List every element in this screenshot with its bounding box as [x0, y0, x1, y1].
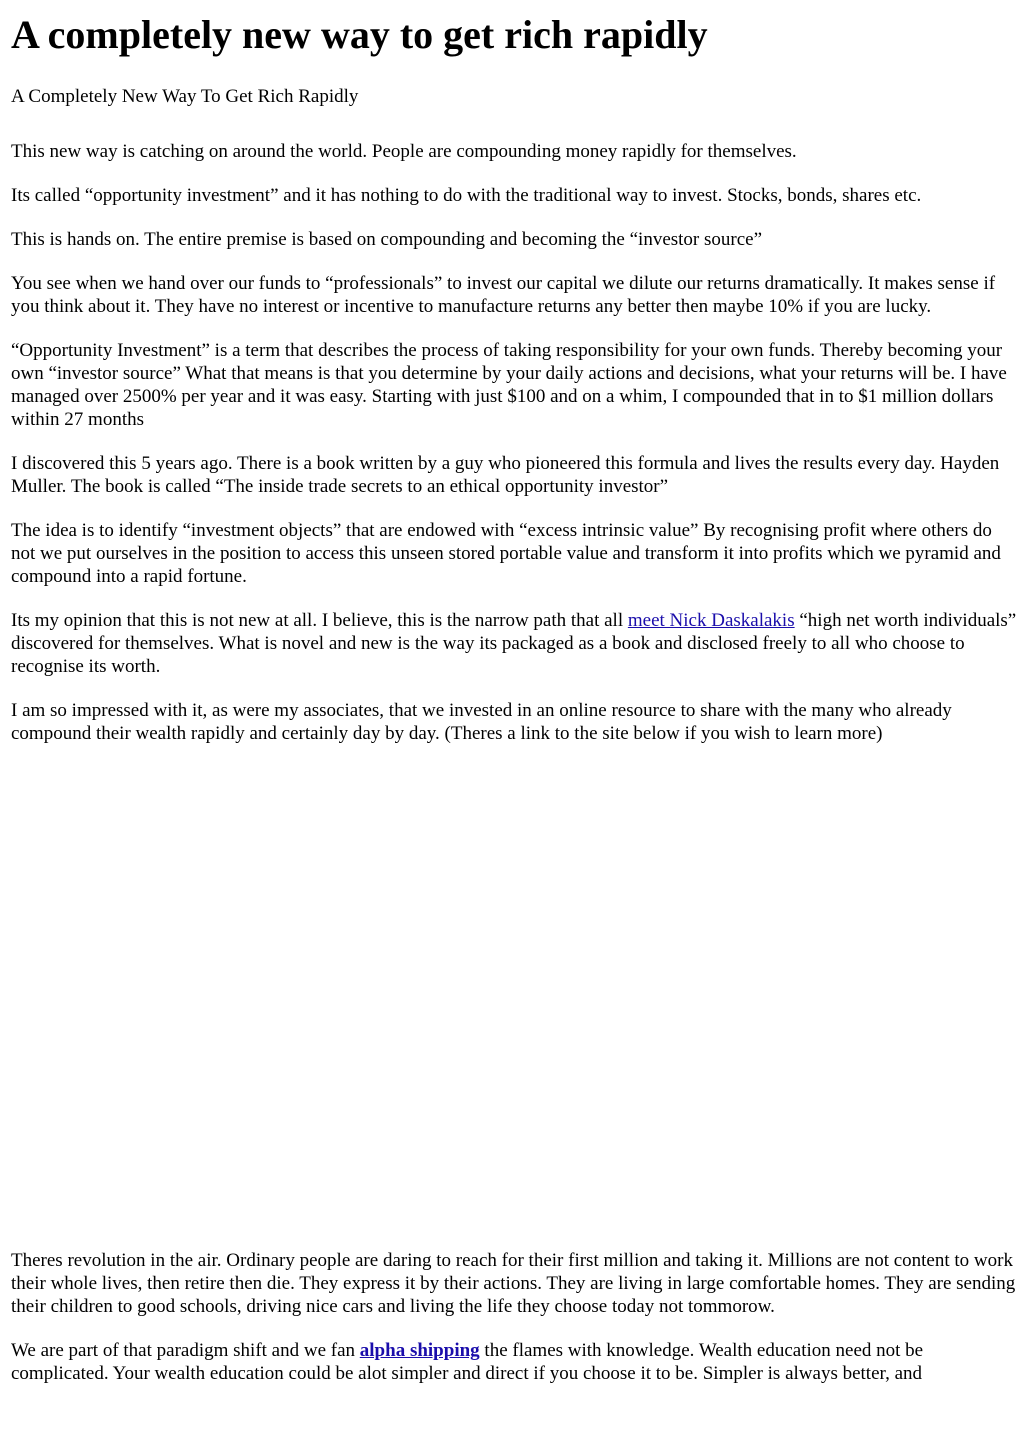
paragraph-11-text-before: We are part of that paradigm shift and we fan [11, 1340, 360, 1361]
page-title: A completely new way to get rich rapidly [11, 12, 708, 57]
paragraph-2: Its called “opportunity investment” and it has nothing to do with the traditional way to invest. Stocks, bonds, shares etc. [11, 185, 922, 206]
paragraph-3: This is hands on. The entire premise is based on compounding and becoming the “investor source” [11, 229, 763, 250]
article-body-continued [11, 1249, 1017, 1406]
paragraph-11 [11, 1339, 1017, 1385]
paragraph-4: You see when we hand over our funds to “professionals” to invest our capital we dilute our returns dramatically. It makes sense if you think about it. They have no interest or incentive to manufacture returns any better then maybe 10% if you are lucky. [11, 273, 996, 317]
paragraph-7: The idea is to identify “investment objects” that are endowed with “excess intrinsic value” By recognising profit where others do not we put ourselves in the position to access this unseen stored portable value and transform it into profits which we pyramid and compound into a rapid fortune. [11, 520, 1001, 587]
paragraph-10: Theres revolution in the air. Ordinary people are daring to reach for their first million and taking it. Millions are not content to work their whole lives, then retire then die. They express it by their actions. They are living in large comfortable homes. They are sending their children to good schools, driving nice cars and living the life they choose today not tommorow. [11, 1250, 1016, 1317]
alpha-shipping-link[interactable]: alpha shipping [359, 1340, 480, 1361]
paragraph-11-text-after: the flames with knowledge. Wealth education need not be complicated. Your wealth education could be alot simpler and direct if you choose it to be. Simpler is always better, and [11, 1340, 924, 1384]
paragraph-8 [11, 609, 1017, 678]
paragraph-1: This new way is catching on around the world. People are compounding money rapidly for themselves. [11, 141, 797, 162]
article [11, 0, 1017, 1384]
paragraph-6: I discovered this 5 years ago. There is a book written by a guy who pioneered this formula and lives the results every day. Hayden Muller. The book is called “The inside trade secrets to an ethical opportunity investor” [11, 453, 1000, 497]
paragraph-8-text-before: Its my opinion that this is not new at all. I believe, this is the narrow path that all [11, 610, 628, 631]
paragraph-9: I am so impressed with it, as were my associates, that we invested in an online resource to share with the many who already compound their wealth rapidly and certainly day by day. (Theres a link to the site below if you wish to learn more) [11, 700, 952, 744]
page-subtitle: A Completely New Way To Get Rich Rapidly [11, 86, 359, 107]
paragraph-5: “Opportunity Investment” is a term that describes the process of taking responsibility for your own funds. Thereby becoming your own “investor source” What that means is that you determine by your daily actions and decisions, what your returns will be. I have managed over 2500% per year and it was easy. Starting with just $100 and on a whim, I compounded that in to $1 million dollars within 27 months [11, 340, 1007, 430]
article-body [11, 140, 1017, 745]
paragraph-8-text-after: “high net worth individuals” discovered for themselves. What is novel and new is the way its packaged as a book and disclosed freely to all who choose to recognise its worth. [11, 610, 1017, 677]
meet-nick-daskalakis-link[interactable]: meet Nick Daskalakis [627, 610, 795, 631]
